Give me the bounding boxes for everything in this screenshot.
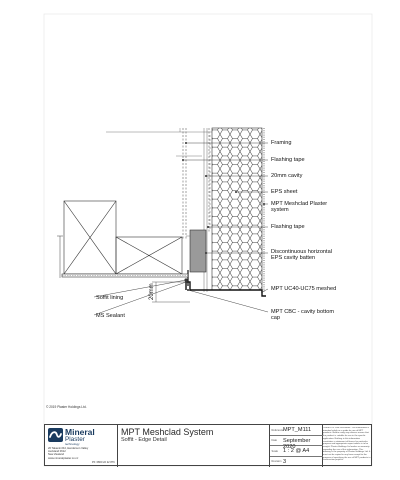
- break-line: [57, 236, 63, 278]
- address-line: Auckland 0612: [48, 450, 66, 454]
- leader-arrow: [235, 191, 237, 193]
- title-block: [44, 424, 372, 466]
- drawing-title: MPT Meshclad System: [121, 427, 214, 437]
- eps-cavity-batten: [190, 230, 206, 272]
- callout-flashing-tape-mid: Flashing tape: [271, 224, 305, 230]
- company-address: [48, 447, 88, 460]
- copyright-text: © 2019 Plaster Holdings Ltd.: [46, 405, 87, 409]
- meta-scale: [270, 446, 323, 457]
- meta-key: Date: [271, 439, 277, 442]
- address-line: www.mineralplaster.co.nz: [48, 456, 79, 460]
- label-soffit-lining: Soffit lining: [96, 295, 124, 301]
- sheet-border: [44, 14, 372, 466]
- leader-arrow: [205, 175, 207, 177]
- callout-uc-meshed: MPT UC40-UC75 meshed: [271, 286, 337, 292]
- callout-flashing-tape-top: Flashing tape: [271, 157, 305, 163]
- meta-value: September 2020: [283, 437, 311, 450]
- callout-eps-sheet: EPS sheet: [271, 189, 298, 195]
- brand-name-line3: technology: [65, 442, 80, 446]
- leader-arrow: [207, 226, 209, 228]
- label-ms-sealant: MS Sealant: [96, 313, 125, 319]
- callout-20mm-cavity: 20mm cavity: [271, 173, 303, 179]
- brand-name-line1: Mineral: [65, 427, 95, 437]
- meta-reference: [270, 425, 323, 436]
- dimension-label: 20mm: [149, 283, 155, 300]
- logo-panel: [45, 425, 118, 467]
- leader-arrow: [182, 159, 184, 161]
- brand-name-line2: Plaster: [65, 435, 85, 443]
- leader-arrow: [185, 281, 187, 283]
- meta-key: Revision: [271, 460, 282, 463]
- callout-eps-cavity-batten: Discontinuous horizontal EPS cavity batten: [271, 249, 332, 262]
- leader-arrow: [185, 142, 187, 144]
- framing: [183, 128, 209, 240]
- drawing-subtitle: Soffit - Edge Detail: [121, 437, 167, 443]
- meta-value: 1 : 2 @ A4: [283, 448, 310, 454]
- leader-arrow: [187, 289, 189, 291]
- address-line: New Zealand: [48, 453, 64, 457]
- meta-key: Scale: [271, 449, 278, 453]
- eps-sheet: [212, 128, 262, 290]
- company-phone: Ph: 0800 22 22 876: [92, 461, 115, 464]
- timber-member-short: [116, 237, 182, 274]
- callout-framing: Framing: [271, 140, 292, 146]
- meta-key: Reference: [271, 428, 284, 432]
- leader-arrow: [261, 291, 263, 293]
- leader-arrow: [205, 252, 207, 254]
- title-panel: [118, 425, 270, 467]
- reference-lines: [106, 128, 212, 236]
- terms-disclaimer: TERMS OF USE Disclaimer: This information is intended solely as a guide for use of MPT products. Before using any reliance ensure that the product is suitable for use in the specific application. Nothing in this information constitutes a statement of fitness for particular purpose and appropriate expert advice is to be sought. Plaster Holdings Ltd makes no warranty regarding the use of this information. This drawing is the property of Plaster Holdings Ltd. It must not be copied in any form except for the purpose of specifying the use of MPT products in construction projects.: [323, 427, 371, 462]
- address-line: 20 Takanini Rd, Henderson Valley: [48, 447, 89, 450]
- leader-arrow: [263, 203, 265, 205]
- callout-meshclad-system: MPT Meshclad Plaster system: [271, 201, 328, 214]
- meta-date: [270, 436, 323, 450]
- meta-panel: [270, 425, 323, 467]
- meta-revision: [270, 457, 323, 468]
- brand-logo-icon: [48, 428, 63, 442]
- timber-member-tall: [64, 201, 116, 274]
- meta-value: MPT_M111: [283, 427, 312, 433]
- meta-value: 3: [283, 458, 287, 465]
- leader-line: [188, 290, 268, 312]
- leader-arrow: [185, 279, 187, 281]
- callout-cavity-bottom-cap: MPT CBC - cavity bottom cap: [271, 309, 334, 322]
